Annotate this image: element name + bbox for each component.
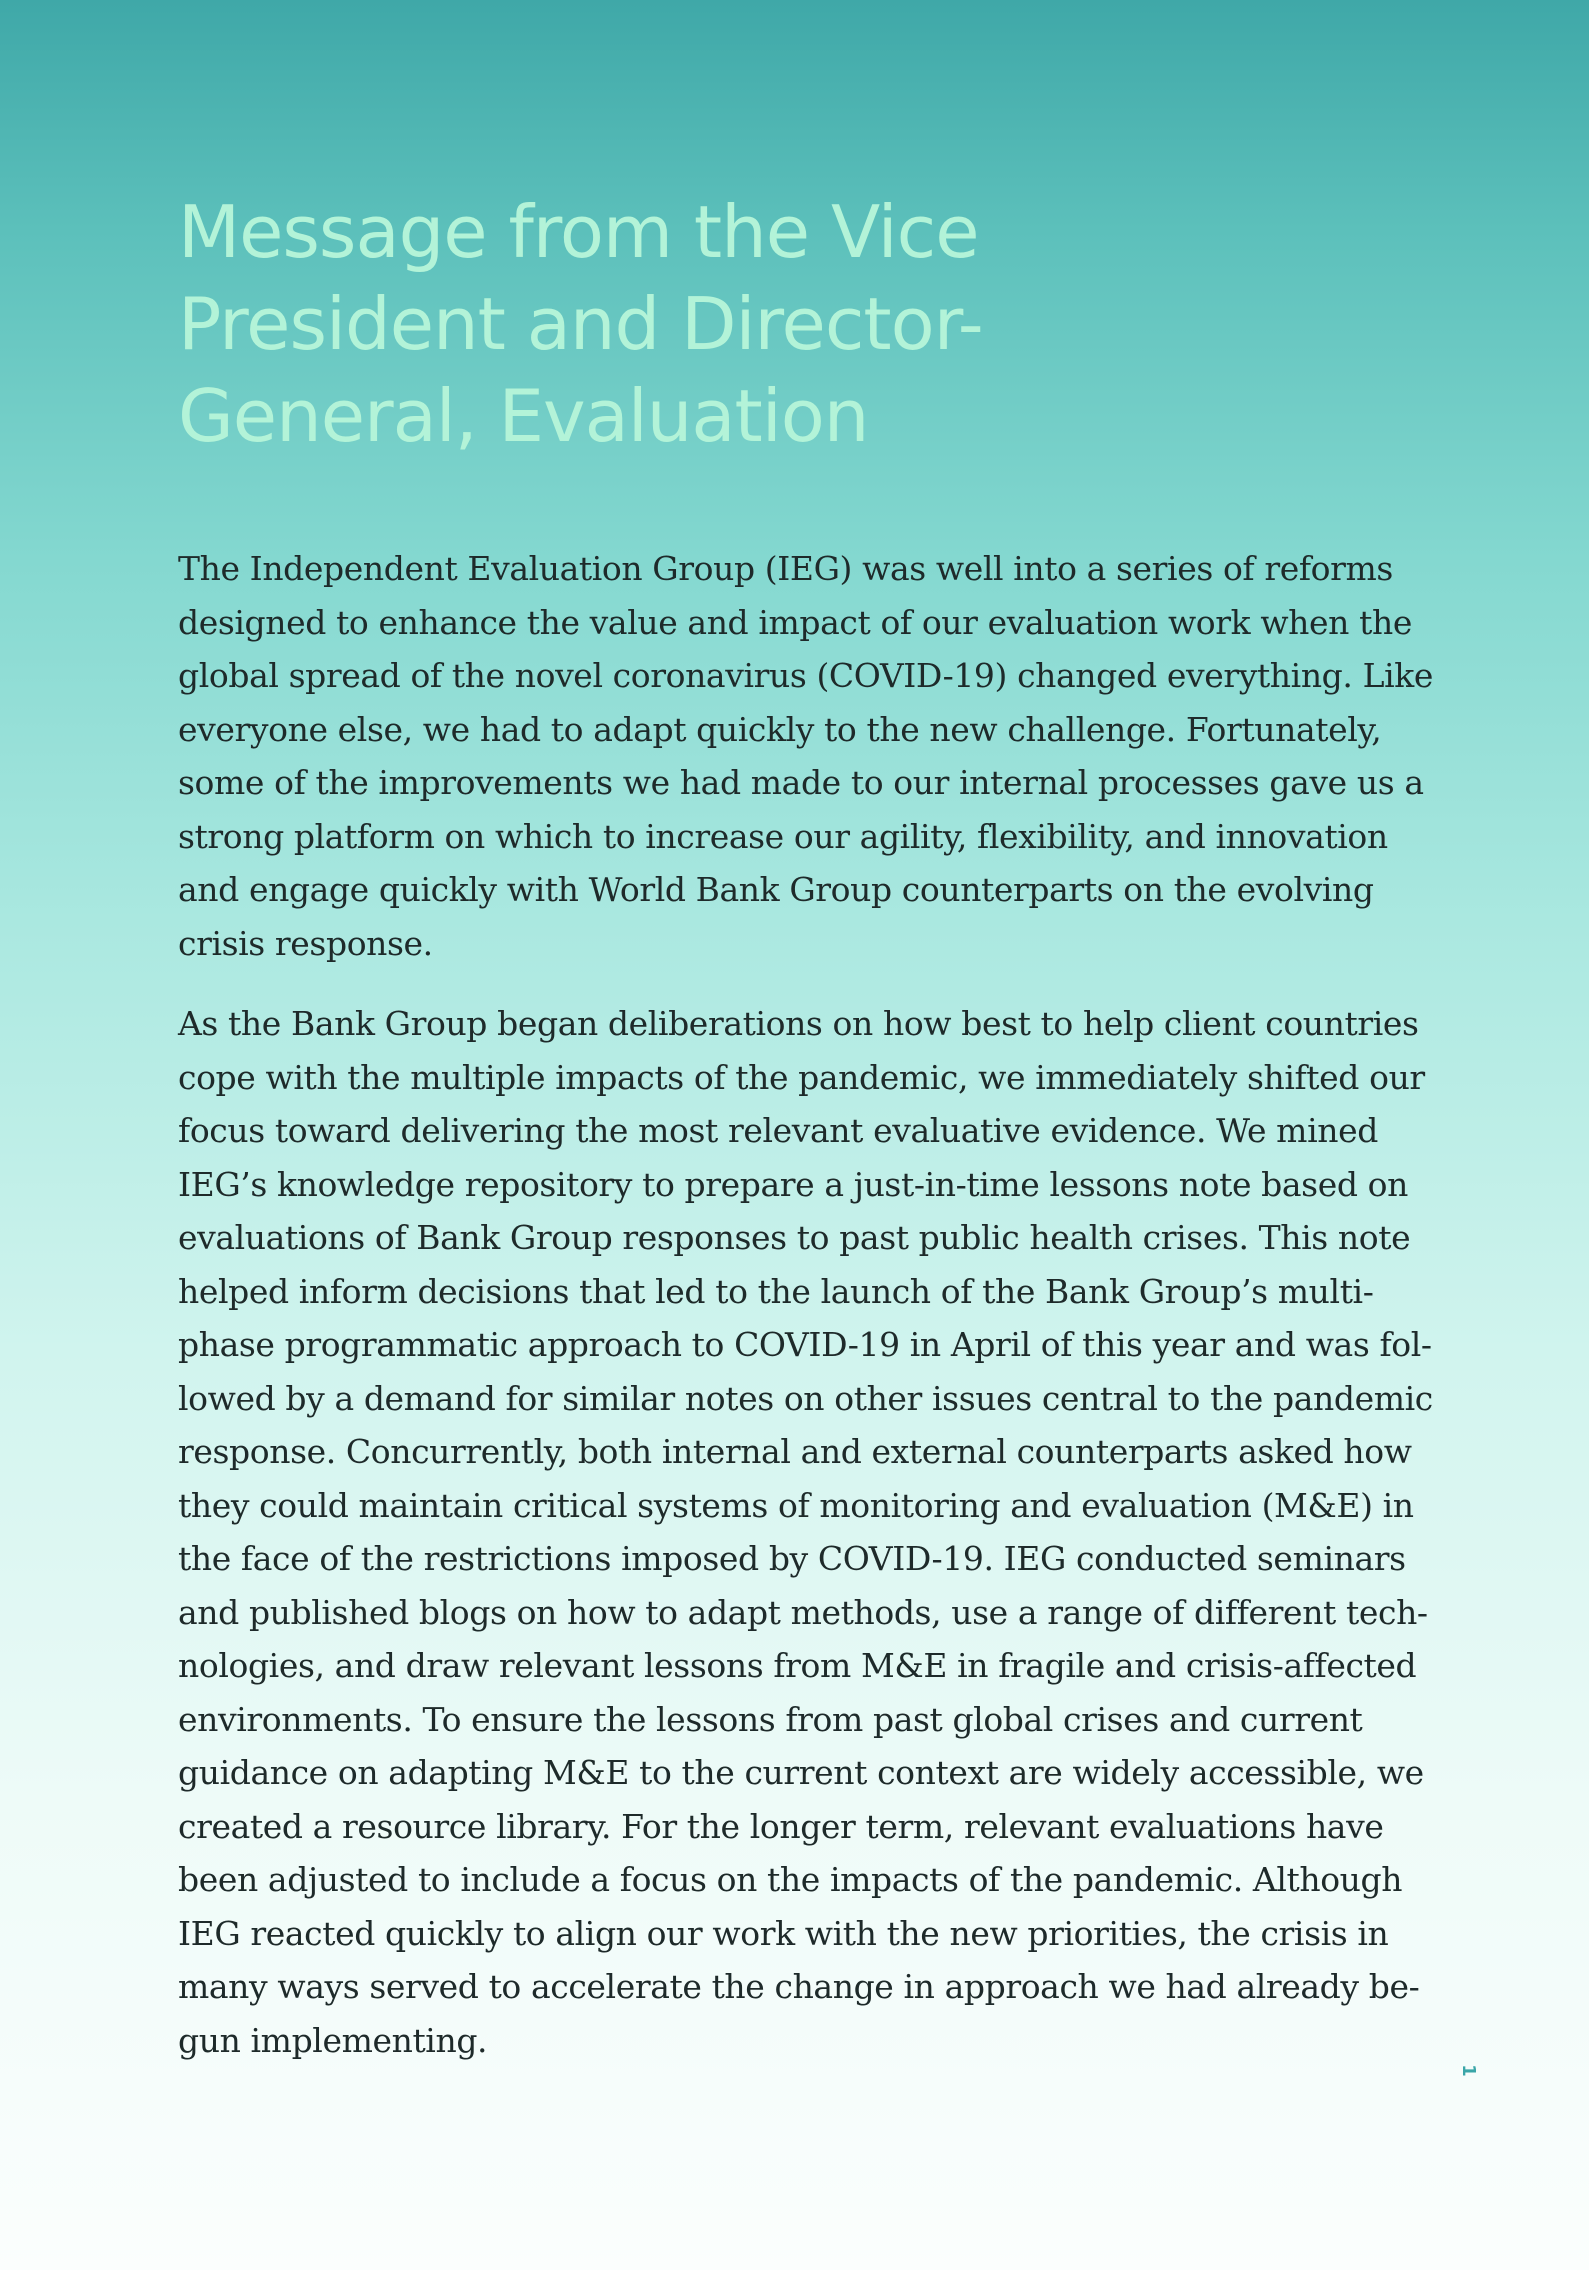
- text-line: nologies, and draw relevant lessons from M&E in fragile and crisis-affected: [178, 1646, 1417, 1685]
- text-line: IEG’s knowledge repository to prepare a just-in-time lessons note based on: [178, 1164, 1408, 1204]
- body-text: [178, 542, 1433, 2094]
- text-line: focus toward delivering the most relevant evaluative evidence. We mined: [178, 1111, 1378, 1150]
- text-line: IEG reacted quickly to align our work with the new priorities, the crisis in: [178, 1913, 1389, 1953]
- text-line: everyone else, we had to adapt quickly to the new challenge. Fortunately,: [178, 709, 1382, 749]
- text-line: been adjusted to include a focus on the impacts of the pandemic. Although: [178, 1860, 1403, 1899]
- text-line: gun implementing.: [178, 2020, 488, 2060]
- text-line: guidance on adapting M&E to the current context are widely accessible, we: [178, 1753, 1424, 1792]
- text-line: they could maintain critical systems of monitoring and evaluation (M&E) in: [178, 1485, 1414, 1525]
- text-line: the face of the restrictions imposed by COVID-19. IEG conducted seminars: [178, 1539, 1406, 1578]
- text-line: global spread of the novel coronavirus (COVID-19) changed everything. Like: [178, 656, 1433, 695]
- title-line: President and Director-: [178, 282, 983, 366]
- text-line: helped inform decisions that led to the launch of the Bank Group’s multi-: [178, 1271, 1374, 1311]
- text-line: many ways served to accelerate the change in approach we had already be-: [178, 1967, 1420, 2006]
- text-line: evaluations of Bank Group responses to past public health crises. This note: [178, 1218, 1411, 1257]
- text-line: cope with the multiple impacts of the pandemic, we immediately shifted our: [178, 1057, 1425, 1097]
- title-line: Message from the Vice: [178, 190, 979, 274]
- text-line: crisis response.: [178, 923, 433, 963]
- title-line: General, Evaluation: [178, 374, 869, 458]
- text-line: strong platform on which to increase our agility, flexibility, and innovation: [178, 816, 1388, 856]
- text-line: some of the improvements we had made to our internal processes gave us a: [178, 763, 1424, 802]
- paragraph-2: [178, 997, 1433, 2067]
- text-line: created a resource library. For the longer term, relevant evaluations have: [178, 1806, 1384, 1846]
- text-line: response. Concurrently, both internal and external counterparts asked how: [178, 1432, 1412, 1471]
- paragraph-1: [178, 542, 1433, 970]
- text-line: and published blogs on how to adapt methods, use a range of different tech-: [178, 1592, 1428, 1632]
- text-line: environments. To ensure the lessons from past global crises and current: [178, 1699, 1363, 1739]
- text-line: phase programmatic approach to COVID-19 in April of this year and was fol-: [178, 1325, 1432, 1364]
- text-line: and engage quickly with World Bank Group counterparts on the evolving: [178, 870, 1374, 909]
- text-line: lowed by a demand for similar notes on other issues central to the pandemic: [178, 1378, 1433, 1418]
- text-line: The Independent Evaluation Group (IEG) was well into a series of reforms: [178, 549, 1393, 588]
- text-line: As the Bank Group began deliberations on how best to help client countries: [178, 1004, 1419, 1043]
- page-title: [178, 186, 1178, 462]
- page-number: 1: [1457, 2064, 1479, 2077]
- text-line: designed to enhance the value and impact of our evaluation work when the: [178, 602, 1412, 642]
